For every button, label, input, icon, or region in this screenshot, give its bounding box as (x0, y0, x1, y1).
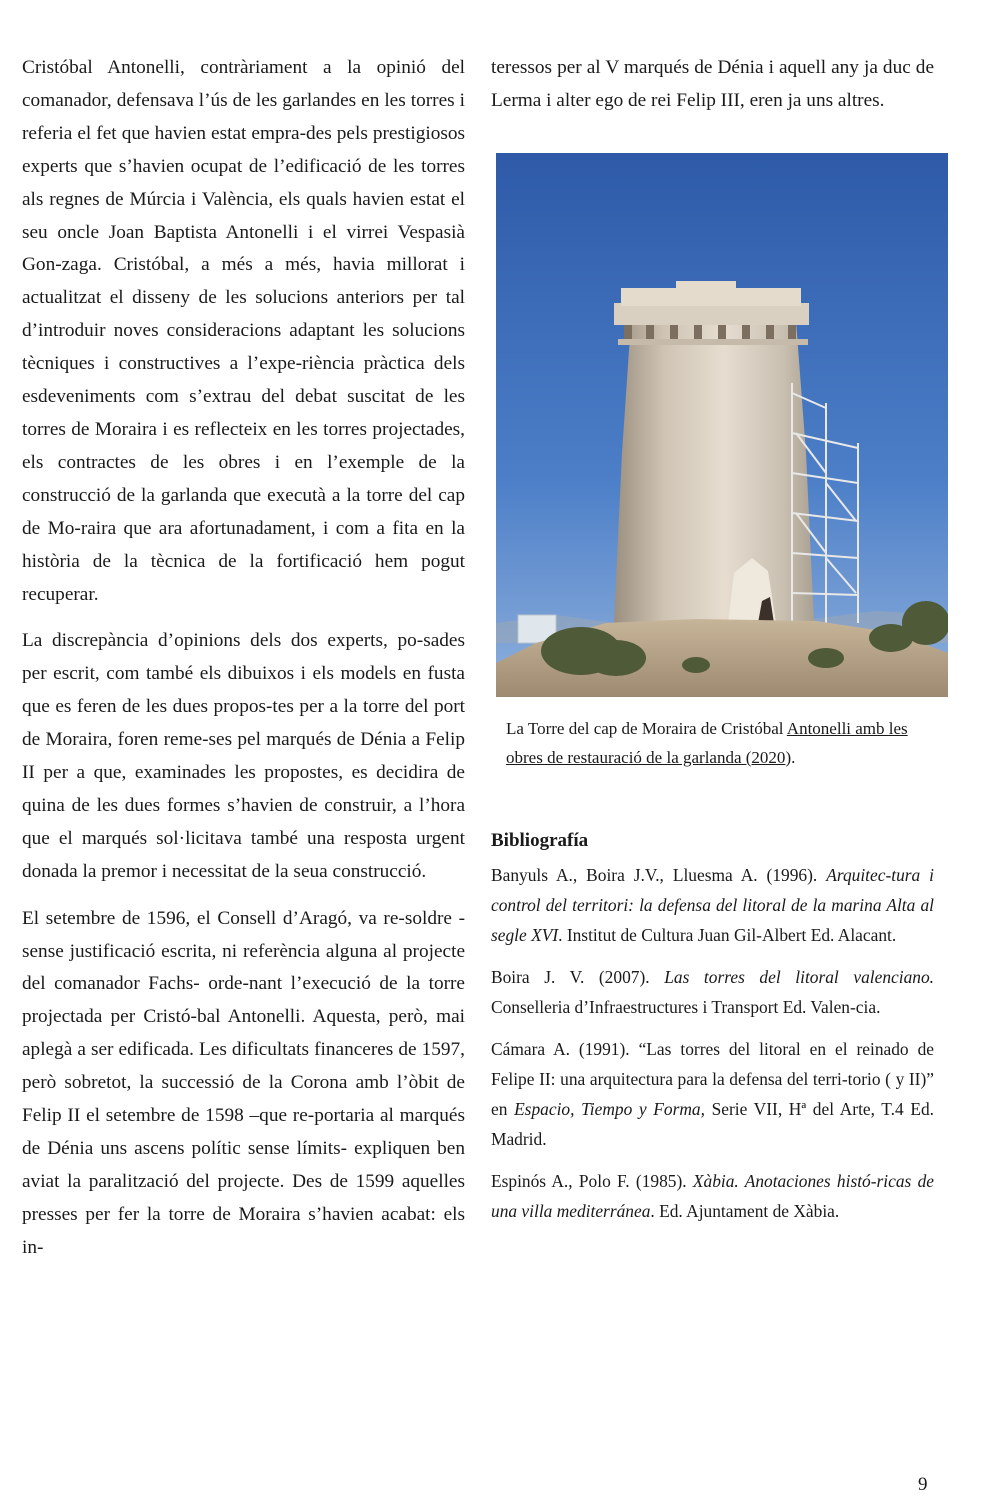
entry-authors: Espinós A., Polo F. (1985). (491, 1171, 693, 1191)
caption-text-3: ). (785, 748, 796, 767)
bibliography-entry (491, 860, 934, 950)
entry-title: Espacio, Tiempo y Forma, (514, 1099, 705, 1119)
bibliography-entry (491, 1034, 934, 1154)
entry-title: Las torres del litoral valenciano. (664, 967, 934, 987)
entry-title: Arquitec-tura i control del territori: la defensa del litoral de la marina Alta al segle XVI (491, 865, 934, 945)
entry-publisher: . Ed. Ajuntament de Xàbia. (650, 1201, 840, 1221)
entry-publisher: Conselleria d’Infraestructures i Transport Ed. Valen-cia. (491, 997, 881, 1017)
caption-text-2: Antonelli amb les obres de restauració de la garlanda (2020 (506, 719, 908, 767)
paragraph-3: El setembre de 1596, el Consell d’Aragó, va re-soldre -sense justificació escrita, ni referència alguna al projecte del comanador Fachs- orde-nant l’execució de la torre projectada per Cristó-bal Antonelli. Aquesta, però, mai aplegà a ser edificada. Les dificultats financeres de 1597, però sobretot, la successió de la Corona amb l’òbit de Felip II el setembre de 1598 –que re-portaria al marqués de Dénia uns ascens polític sense límits- expliquen ben aviat la paralització del projecte. Des de 1599 aquelles presses per fer la torre de Moraira s’havien acabat: els in- (22, 907, 465, 1258)
figure-caption (506, 714, 936, 772)
caption-text-1: La Torre del cap de Moraira de Cristóbal (506, 719, 787, 738)
paragraph-continuation: teressos per al V marqués de Dénia i aquell any ja duc de Lerma i alter ego de rei Felip III, eren ja uns altres. (491, 57, 934, 111)
entry-title: Xàbia. Anotaciones histó-ricas de una villa mediterránea (491, 1171, 934, 1221)
bibliography-entry (491, 1166, 934, 1226)
paragraph-2: La discrepància d’opinions dels dos experts, po-sades per escrit, com també els dibuixos i els models en fusta que es feren de les dues propos-tes per a la torre del port de Moraira, foren reme-ses pel marqués de Dénia a Felip II per a que, examinades les propostes, es decidira de quina de les dues formes s’havien de construir, a l’hora que el marqués sol·licitava també una resposta urgent donada la premor i necessitat de la seua construcció. (22, 630, 465, 882)
left-column (22, 52, 465, 1279)
bibliography-heading: Bibliografía (491, 830, 589, 851)
right-column (491, 52, 934, 118)
tower-photo (496, 153, 948, 697)
paragraph-1: Cristóbal Antonelli, contràriament a la opinió del comanador, defensava l’ús de les garlandes en les torres i referia el fet que havien estat empra-des pels prestigiosos experts que s’havien ocupat de l’edificació de les torres als regnes de Múrcia i València, els quals havien estat el seu oncle Joan Baptista Antonelli i el virrei Vespasià Gon-zaga. Cristóbal, a més a més, havia millorat i actualitzat el disseny de les solucions anteriors per tal d’introduir noves consideracions adaptant les solucions tècniques i constructives a l’expe-riència pràctica dels esdeveniments com s’extrau del debat suscitat de les torres de Moraira i es reflecteix en les torres projectades, els contractes de les obres i en l’exemple de la construcció de la garlanda que executà a la torre del cap de Mo-raira que ara afortunadament, i com a fita en la història de la tècnica de la fortificació hem pogut recuperar. (22, 57, 465, 605)
page-number: 9 (918, 1474, 928, 1495)
entry-authors: Cámara A. (1991). “Las torres del litoral en el reinado de Felipe II: una arquitectura para la defensa del terri-torio ( y II)” en (491, 1039, 934, 1119)
entry-publisher: Serie VII, Hª del Arte, T.4 Ed. Madrid. (491, 1099, 934, 1149)
bibliography-list (491, 860, 934, 1238)
entry-authors: Boira J. V. (2007). (491, 967, 665, 987)
entry-publisher: . Institut de Cultura Juan Gil-Albert Ed. Alacant. (558, 925, 897, 945)
bibliography-entry (491, 962, 934, 1022)
entry-authors: Banyuls A., Boira J.V., Lluesma A. (1996). (491, 865, 827, 885)
